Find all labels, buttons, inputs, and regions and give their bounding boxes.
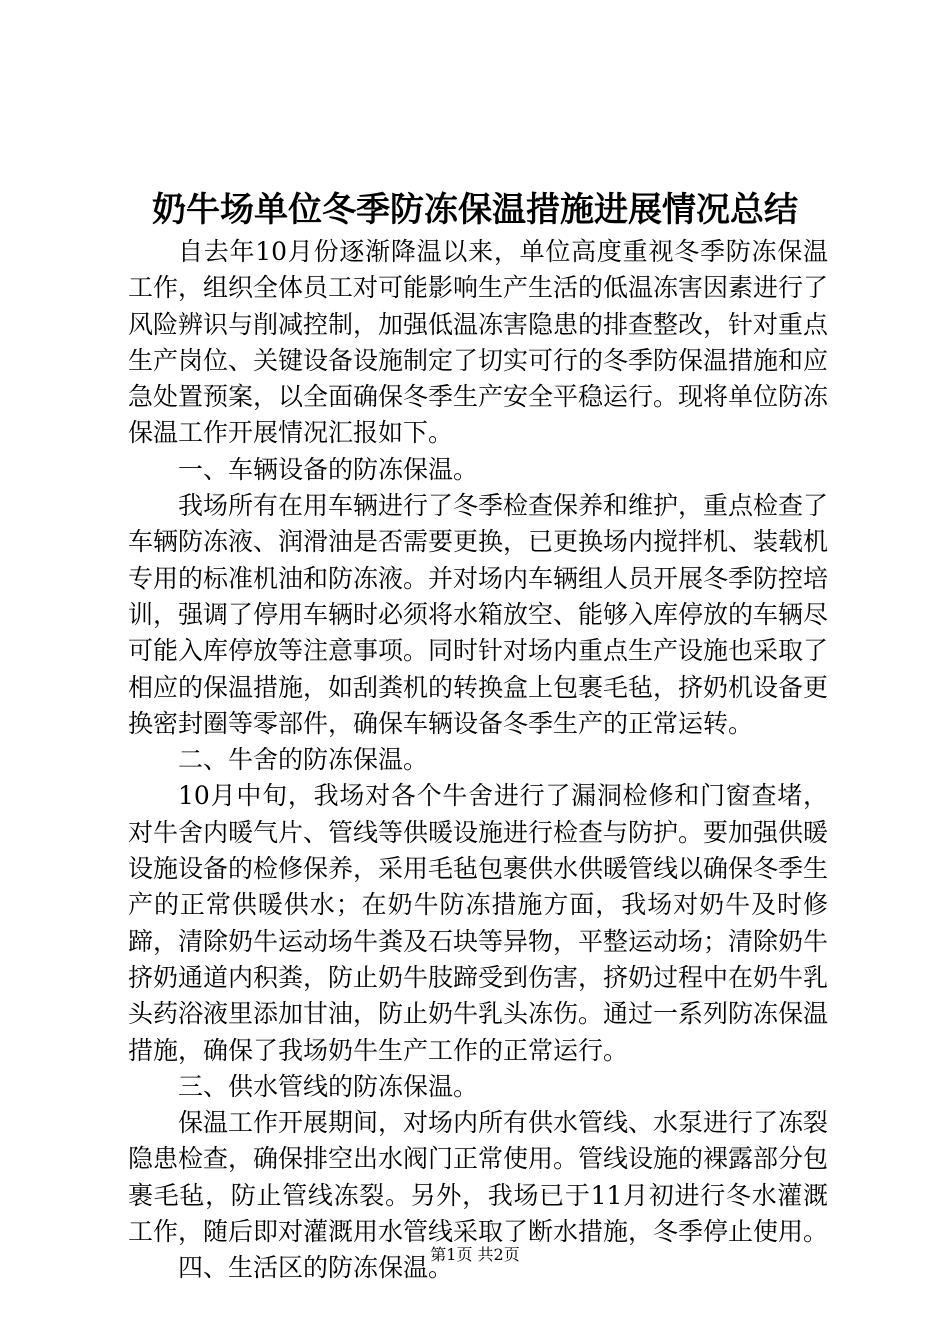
- section-heading-vehicles: 一、车辆设备的防冻保温。: [178, 454, 479, 484]
- document-body: [128, 234, 828, 1287]
- paragraph-barns: 10月中旬，我场对各个牛舍进行了漏洞检修和门窗查堵，对牛舍内暖气片、管线等供暖设施进行检查与防护。要加强供暖设施设备的检修保养，采用毛毡包裹供水供暖管线以确保冬季生产的正常供暖供水；在奶牛防冻措施方面，我场对奶牛及时修蹄，清除奶牛运动场牛粪及石块等异物，平整运动场；清除奶牛挤奶通道内积粪，防止奶牛肢蹄受到伤害，挤奶过程中在奶牛乳头药浴液里添加甘油，防止奶牛乳头冻伤。通过一系列防冻保温措施，确保了我场奶牛生产工作的正常运行。: [128, 781, 829, 1065]
- section-heading-living-area: 四、生活区的防冻保温。: [178, 1253, 454, 1283]
- paragraph-vehicles: 我场所有在用车辆进行了冬季检查保养和维护，重点检查了车辆防冻液、润滑油是否需要更换，已更换场内搅拌机、装载机专用的标准机油和防冻液。并对场内车辆组人员开展冬季防控培训，强调了停用车辆时必须将水箱放空、能够入库停放的车辆尽可能入库停放等注意事项。同时针对场内重点生产设施也采取了相应的保温措施，如刮粪机的转换盒上包裹毛毡，挤奶机设备更换密封圈等零部件，确保车辆设备冬季生产的正常运转。: [128, 491, 829, 738]
- section-heading-water-pipes: 三、供水管线的防冻保温。: [178, 1071, 479, 1101]
- document-title: 奶牛场单位冬季防冻保温措施进展情况总结: [152, 190, 798, 230]
- page-number: 第1页 共2页: [430, 1245, 520, 1264]
- paragraph-water-pipes: 保温工作开展期间，对场内所有供水管线、水泵进行了冻裂隐患检查，确保排空出水阀门正常使用。管线设施的裸露部分包裹毛毡，防止管线冻裂。另外，我场已于11月初进行冬水灌溉工作，随后即对灌溉用水管线采取了断水措施，冬季停止使用。: [128, 1108, 829, 1247]
- section-heading-barns: 二、牛舍的防冻保温。: [178, 745, 429, 775]
- paragraph-intro: 自去年10月份逐渐降温以来，单位高度重视冬季防冻保温工作，组织全体员工对可能影响生产生活的低温冻害因素进行了风险辨识与削减控制，加强低温冻害隐患的排查整改，针对重点生产岗位、关键设备设施制定了切实可行的冬季防保温措施和应急处置预案，以全面确保冬季生产安全平稳运行。现将单位防冻保温工作开展情况汇报如下。: [128, 237, 829, 448]
